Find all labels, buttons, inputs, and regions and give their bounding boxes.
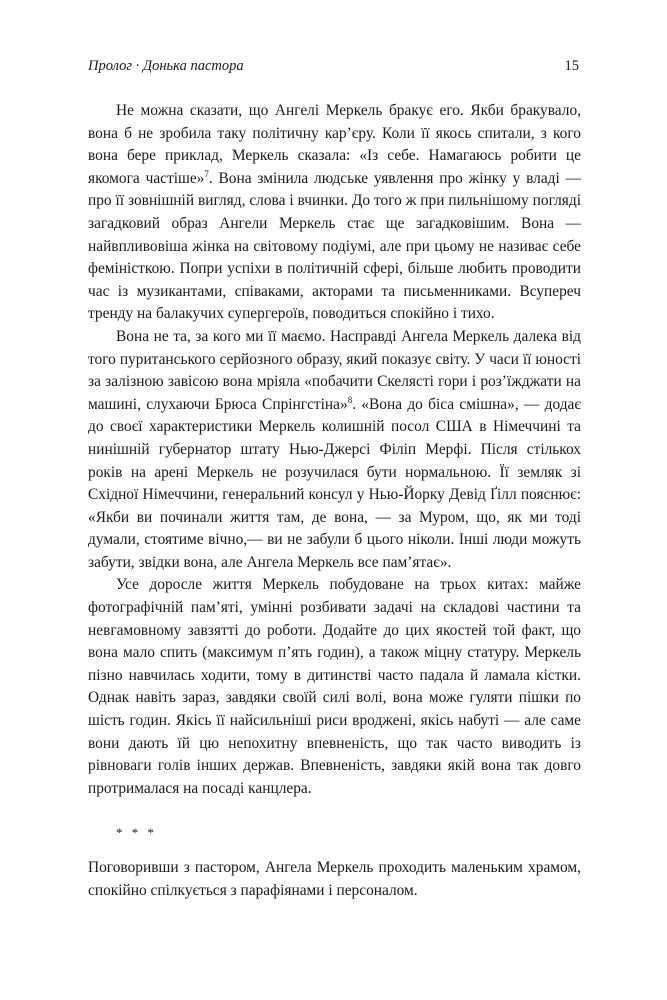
paragraph-text: Вона не та, за кого ми її маємо. Насправді Ангела Меркель далека від того пуританського серйозного образу, який показує світу. У часи її юності за залізною завісою вона мріяла «побачити Скелясті гори і роз’їжджати на машині, слухаючи Брюса Спрінгстіна» xyxy=(88,327,581,413)
body-text xyxy=(88,100,581,902)
paragraph xyxy=(88,857,581,902)
paragraph-text: Поговоривши з пастором, Ангела Меркель проходить маленьким храмом, спокійно спілкується з парафіянами і персоналом. xyxy=(88,859,581,899)
page-header xyxy=(88,58,579,80)
paragraph xyxy=(88,326,581,575)
running-head: Пролог · Донька пастора xyxy=(88,58,244,74)
paragraph-text: . «Вона до біса смішна», — додає до своєї характеристики Меркель колишній посол США в Німеччині та нинішній губернатор штату Нью-Джерсі Філіп Мерфі. Після стількох років на арені Меркель не розучилася бути нормальною. Її земляк зі Східної Німеччини, генеральний консул у Нью-Йорку Девід Ґілл пояснює: «Якби ви починали життя там, де вона, — за Муром, що, як ми тоді думали, стоятиме вічно,— ви не забули б цього ніколи. Інші люди можуть забути, звідки вона, але Ангела Меркель все пам’ятає». xyxy=(88,395,581,571)
paragraph-text: . Вона змінила людське уявлення про жінку у владі — про її зовнішній вигляд, слова і вчинки. До того ж при пильнішому погляді загадковий образ Ангели Меркель стає ще загадковішим. Вона — найвпливовіша жінка на світовому подіумі, але при цьому не називає себе феміністкою. Попри успіхи в політичній сфері, більше любить проводити час із музикантами, співаками, акторами та письменниками. Всупереч тренду на балакучих супергероїв, поводиться спокійно і тихо. xyxy=(88,169,581,323)
page-number: 15 xyxy=(564,58,579,74)
paragraph-text: Не можна сказати, що Ангелі Меркель бракує его. Якби бракувало, вона б не зробила таку політичну кар’єру. Коли її якось спитали, з кого вона бере приклад, Меркель сказала: «Із себе. Намагаюсь робити це якомога частіше» xyxy=(88,102,581,187)
section-break: * * * xyxy=(116,825,157,841)
footnote-marker: 7 xyxy=(204,168,209,179)
footnote-marker: 8 xyxy=(347,394,353,405)
paragraph xyxy=(88,574,581,800)
paragraph-text: Усе доросле життя Меркель побудоване на трьох китах: майже фотографічній пам’яті, умінні розбивати задачі на складові частини та невгамовному завзятті до роботи. Додайте до цих якостей той факт, що вона мало спить (максимум п’ять годин), а також міцну статуру. Меркель пізно навчилась ходити, тому в дитинстві часто падала й ламала кістки. Однак навіть зараз, завдяки своїй силі волі, вона може гуляти пішки по шість годин. Якісь її найсильніші риси вроджені, якісь набуті — але саме вони дають їй цю непохитну впевненість, що так часто виводить із рівноваги голів інших держав. Впевненість, завдяки якій вона так довго протрималася на посаді канцлера. xyxy=(88,576,581,797)
paragraph xyxy=(88,100,581,326)
